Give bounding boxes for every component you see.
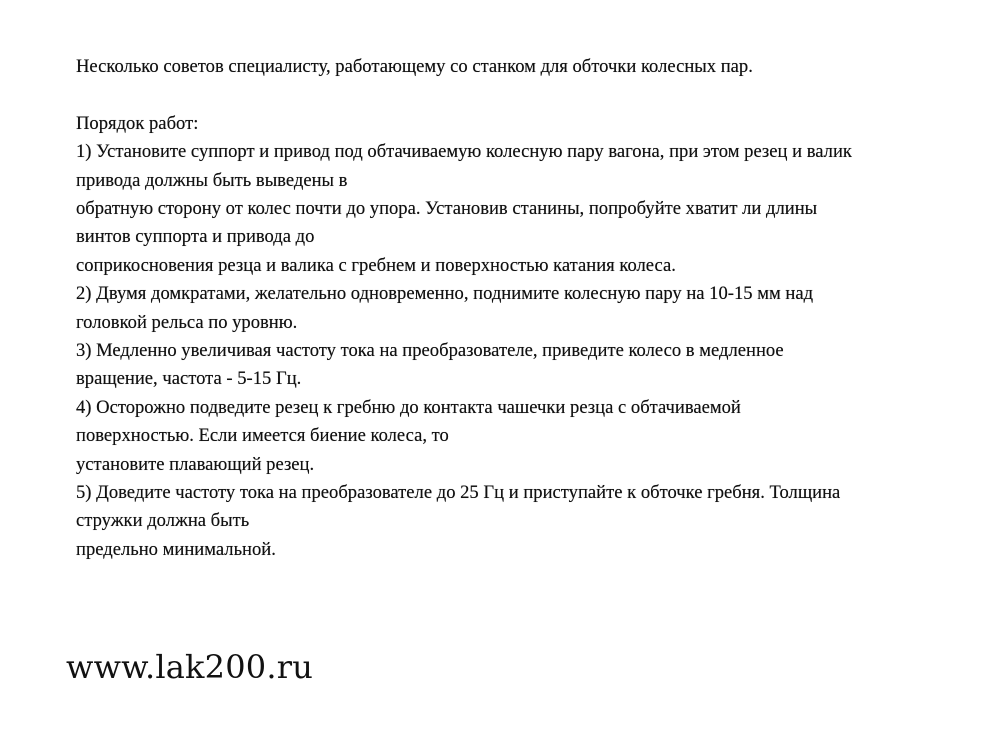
step-3-line-1: 3) Медленно увеличивая частоту тока на преобразователе, приведите колесо в медленное [76,340,784,362]
step-1-line-4: винтов суппорта и привода до [76,226,315,248]
step-1-line-1: 1) Установите суппорт и привод под обтачиваемую колесную пару вагона, при этом резец и валик [76,141,852,163]
document-body [76,53,956,564]
step-5-line-1: 5) Доведите частоту тока на преобразователе до 25 Гц и приступайте к обточке гребня. Толщина [76,482,841,504]
step-2-line-2: головкой рельса по уровню. [76,311,298,333]
step-5-line-3: предельно минимальной. [76,538,276,560]
step-1-line-5: соприкосновения резца и валика с гребнем и поверхностью катания колеса. [76,254,676,276]
step-1-line-2: привода должны быть выведены в [76,169,348,191]
step-4-line-1: 4) Осторожно подведите резец к гребню до контакта чашечки резца с обтачиваемой [76,396,741,418]
step-4-line-2: поверхностью. Если имеется биение колеса, то [76,425,449,447]
step-5-line-2: стружки должна быть [76,510,250,532]
paragraph-spacer [76,81,956,109]
website-link[interactable]: www.lak200.ru [66,648,314,686]
step-1-line-3: обратную сторону от колес почти до упора. Установив станины, попробуйте хватит ли длины [76,198,818,220]
section-heading: Порядок работ: [76,112,199,134]
step-4-line-3: установите плавающий резец. [76,453,315,475]
step-2-line-1: 2) Двумя домкратами, желательно одновременно, поднимите колесную пару на 10-15 мм над [76,283,814,305]
step-3-line-2: вращение, частота - 5-15 Гц. [76,368,302,390]
intro-text: Несколько советов специалисту, работающему со станком для обточки колесных пар. [76,56,753,77]
